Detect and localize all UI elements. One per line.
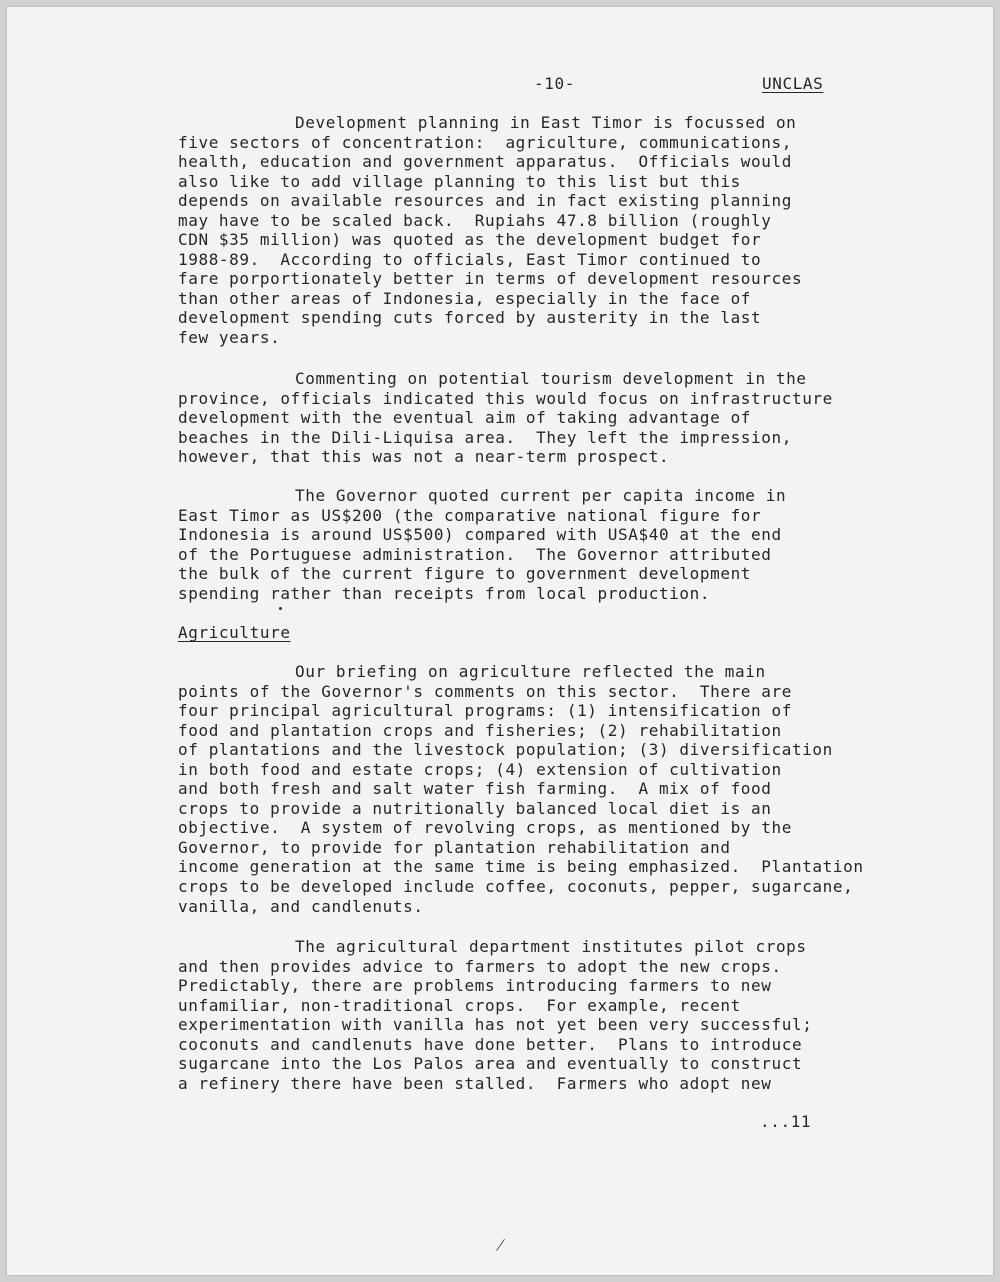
paragraph-line: vanilla, and candlenuts. bbox=[178, 896, 424, 916]
paragraph-agriculture-briefing bbox=[178, 662, 978, 916]
stray-pen-mark bbox=[496, 1239, 505, 1251]
paragraph-line: than other areas of Indonesia, especially in the face of bbox=[178, 288, 752, 308]
paragraph-line: a refinery there have been stalled. Farmers who adopt new bbox=[178, 1073, 772, 1093]
paragraph-line: CDN $35 million) was quoted as the development budget for bbox=[178, 230, 762, 250]
paragraph-line: beaches in the Dili-Liquisa area. They left the impression, bbox=[178, 427, 792, 447]
paragraph-agricultural-department bbox=[178, 937, 978, 1093]
paragraph-line: fare porportionately better in terms of development resources bbox=[178, 269, 803, 289]
paragraph-line: coconuts and candlenuts have done better. Plans to introduce bbox=[178, 1034, 803, 1054]
paragraph-line: experimentation with vanilla has not yet been very successful; bbox=[178, 1015, 813, 1035]
paragraph-line: income generation at the same time is being emphasized. Plantation bbox=[178, 857, 864, 877]
paragraph-line: development with the eventual aim of taking advantage of bbox=[178, 408, 752, 428]
paragraph-line: depends on available resources and in fact existing planning bbox=[178, 191, 792, 211]
paragraph-line: Indonesia is around US$500) compared with USA$40 at the end bbox=[178, 525, 782, 545]
paragraph-line: 1988-89. According to officials, East Timor continued to bbox=[178, 249, 762, 269]
paragraph-line: Predictably, there are problems introducing farmers to new bbox=[178, 976, 772, 996]
document-body bbox=[7, 7, 993, 1275]
paragraph-line: Commenting on potential tourism development in the bbox=[295, 369, 807, 388]
paragraph-line: sugarcane into the Los Palos area and eventually to construct bbox=[178, 1054, 803, 1074]
paragraph-line: unfamiliar, non-traditional crops. For example, recent bbox=[178, 995, 741, 1015]
continuation-marker: ...11 bbox=[760, 1112, 812, 1131]
paragraph-tourism bbox=[178, 369, 978, 467]
paragraph-line: province, officials indicated this would focus on infrastructure bbox=[178, 388, 833, 408]
paragraph-line: food and plantation crops and fisheries; (2) rehabilitation bbox=[178, 720, 782, 740]
paragraph-line: The agricultural department institutes pilot crops bbox=[295, 937, 807, 956]
paragraph-line: health, education and government apparatus. Officials would bbox=[178, 152, 792, 172]
document-page bbox=[7, 7, 993, 1275]
paragraph-line: in both food and estate crops; (4) extension of cultivation bbox=[178, 759, 782, 779]
paragraph-line: however, that this was not a near-term prospect. bbox=[178, 447, 670, 467]
paragraph-line: five sectors of concentration: agriculture, communications, bbox=[178, 132, 792, 152]
paragraph-line: points of the Governor's comments on this sector. There are bbox=[178, 681, 792, 701]
paragraph-line: Development planning in East Timor is focussed on bbox=[295, 113, 797, 132]
paragraph-line: and then provides advice to farmers to adopt the new crops. bbox=[178, 956, 782, 976]
paragraph-line: the bulk of the current figure to government development bbox=[178, 564, 752, 584]
paragraph-line: objective. A system of revolving crops, as mentioned by the bbox=[178, 818, 792, 838]
paragraph-line: spending rather than receipts from local production. bbox=[178, 583, 711, 603]
paragraph-line: of the Portuguese administration. The Governor attributed bbox=[178, 544, 772, 564]
paragraph-line: of plantations and the livestock population; (3) diversification bbox=[178, 740, 833, 760]
paragraph-line: also like to add village planning to this list but this bbox=[178, 171, 741, 191]
paragraph-line: and both fresh and salt water fish farming. A mix of food bbox=[178, 779, 772, 799]
paragraph-line: may have to be scaled back. Rupiahs 47.8 billion (roughly bbox=[178, 210, 772, 230]
section-heading-agriculture: Agriculture bbox=[178, 623, 291, 642]
paragraph-line: development spending cuts forced by austerity in the last bbox=[178, 308, 762, 328]
paragraph-line: Governor, to provide for plantation rehabilitation and bbox=[178, 837, 731, 857]
paragraph-development-planning bbox=[178, 113, 978, 348]
paragraph-line: East Timor as US$200 (the comparative national figure for bbox=[178, 505, 762, 525]
page-number: -10- bbox=[534, 74, 575, 93]
stray-dot-mark bbox=[279, 607, 282, 610]
paragraph-line: few years. bbox=[178, 328, 281, 348]
paragraph-line: crops to provide a nutritionally balanced local diet is an bbox=[178, 798, 772, 818]
paragraph-line: Our briefing on agriculture reflected the main bbox=[295, 662, 766, 681]
paragraph-per-capita-income bbox=[178, 486, 978, 603]
paragraph-line: crops to be developed include coffee, coconuts, pepper, sugarcane, bbox=[178, 877, 854, 897]
paragraph-line: The Governor quoted current per capita income in bbox=[295, 486, 787, 505]
classification-marking: UNCLAS bbox=[762, 74, 824, 93]
paragraph-line: four principal agricultural programs: (1) intensification of bbox=[178, 701, 792, 721]
